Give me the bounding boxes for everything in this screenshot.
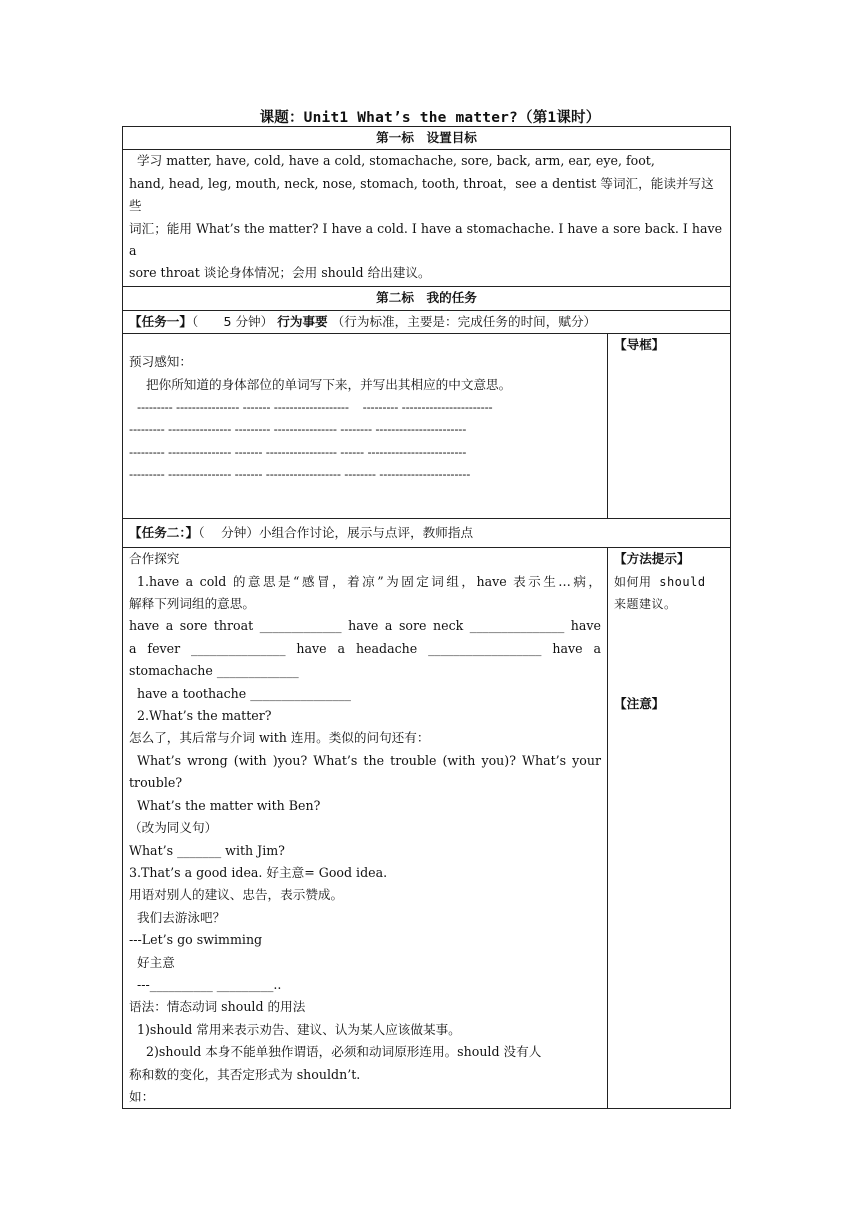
task2-line: 1)should 常用来表示劝告、建议、认为某人应该做某事。: [137, 1021, 461, 1037]
goal-line: 词汇；能用 What’s the matter? I have a cold. I have a stomachache. I have a sore back. I have a: [129, 220, 723, 259]
task2-line: 怎么了，其后常与介词 with 连用。类似的问句还有：: [129, 730, 430, 746]
task2-label: 【任务二：】: [129, 525, 199, 541]
task2-line: 2.What’s the matter?: [137, 708, 272, 724]
task2-line: 语法：情态动词 should 的用法: [129, 999, 306, 1015]
task2-line: 用语对别人的建议、忠告，表示赞成。: [129, 887, 344, 903]
answer-blank-line: --------- ---------------- ------- ------------------- --------- -----------------------: [137, 400, 493, 415]
task1-rule-text: （行为标准，主要是：完成任务的时间，赋分）: [331, 313, 597, 329]
task2-line: What’s _______ with Jim?: [129, 842, 285, 858]
task2-line: What’s wrong (with )you? What’s the trouble (with you)? What’s your: [137, 752, 601, 768]
task2-line: have a sore throat _____________ have a sore neck _______________ have: [129, 618, 601, 634]
task2-line: ---Let’s go swimming: [129, 932, 263, 948]
document-title: 课题：Unit1 What’s the matter?（第1课时）: [259, 110, 601, 126]
task2-line: 如：: [129, 1088, 155, 1104]
task2-side: [608, 548, 731, 1109]
task1-rule-label: 行为事要: [277, 313, 328, 329]
answer-blank-line: --------- ---------------- ------- ------------------ ------ -------------------------: [129, 444, 467, 459]
answer-blank-line: --------- ---------------- ------- ------------------- -------- -----------------------: [129, 467, 471, 482]
task2-line: 解释下列词组的意思。: [129, 596, 255, 612]
task1-line: 把你所知道的身体部位的单词写下来，并写出其相应的中文意思。: [146, 376, 512, 392]
task2-line: ---__________ _________..: [137, 976, 282, 992]
lesson-table: [122, 126, 731, 1109]
task2-line: （改为同义句）: [129, 820, 218, 836]
method-tip-text: 如何用 should 来题建议。: [614, 574, 706, 612]
task1-line: 预习感知：: [129, 354, 192, 370]
task2-line: trouble?: [129, 775, 183, 791]
section1-heading: 第一标 设置目标: [123, 127, 731, 150]
task2-line: 合作探究: [129, 551, 180, 567]
task1-header: [123, 310, 731, 333]
guide-frame-label: 【导框】: [614, 337, 665, 353]
task1-side: [608, 334, 731, 519]
task2-line: 3.That’s a good idea. 好主意= Good idea.: [129, 864, 388, 880]
task2-line: have a toothache ________________: [137, 685, 351, 701]
task2-time: （ 分钟）: [198, 525, 259, 541]
task2-line: 我们去游泳吧？: [137, 909, 226, 925]
task1-label: 【任务一】: [129, 313, 192, 329]
section2-heading: 第二标 我的任务: [123, 287, 731, 310]
task1-time: （ 5 分钟）: [191, 313, 274, 329]
task2-header: [123, 519, 731, 548]
task2-line: stomachache _____________: [129, 663, 299, 679]
task2-line: a fever _______________ have a headache __________________ have a: [129, 640, 601, 656]
task2-line: 好主意: [137, 954, 175, 970]
task2-line: 1.have a cold 的意思是“感冒，着凉”为固定词组，have 表示生…病，: [137, 573, 601, 589]
section1-goals: [123, 150, 731, 287]
task1-body: [123, 334, 608, 519]
note-label: 【注意】: [614, 696, 665, 712]
task2-line: What’s the matter with Ben?: [137, 797, 321, 813]
method-tip-label: 【方法提示】: [614, 551, 690, 567]
goal-line: sore throat 谈论身体情况；会用 should 给出建议。: [129, 265, 431, 281]
task2-line: 2)should 本身不能单独作谓语，必须和动词原形连用。should 没有人: [146, 1044, 542, 1060]
goal-line: hand, head, leg, mouth, neck, nose, stomach, tooth, throat，see a dentist 等词汇，能读并写这些: [129, 175, 714, 214]
task2-line: 称和数的变化，其否定形式为 shouldn’t.: [129, 1066, 361, 1082]
task2-desc: 小组合作讨论，展示与点评，教师指点: [258, 525, 474, 541]
task2-body: [123, 548, 608, 1109]
answer-blank-line: --------- ---------------- --------- ---------------- -------- -----------------------: [129, 422, 467, 437]
goal-line: 学习 matter, have, cold, have a cold, stomachache, sore, back, arm, ear, eye, foot,: [137, 153, 655, 169]
